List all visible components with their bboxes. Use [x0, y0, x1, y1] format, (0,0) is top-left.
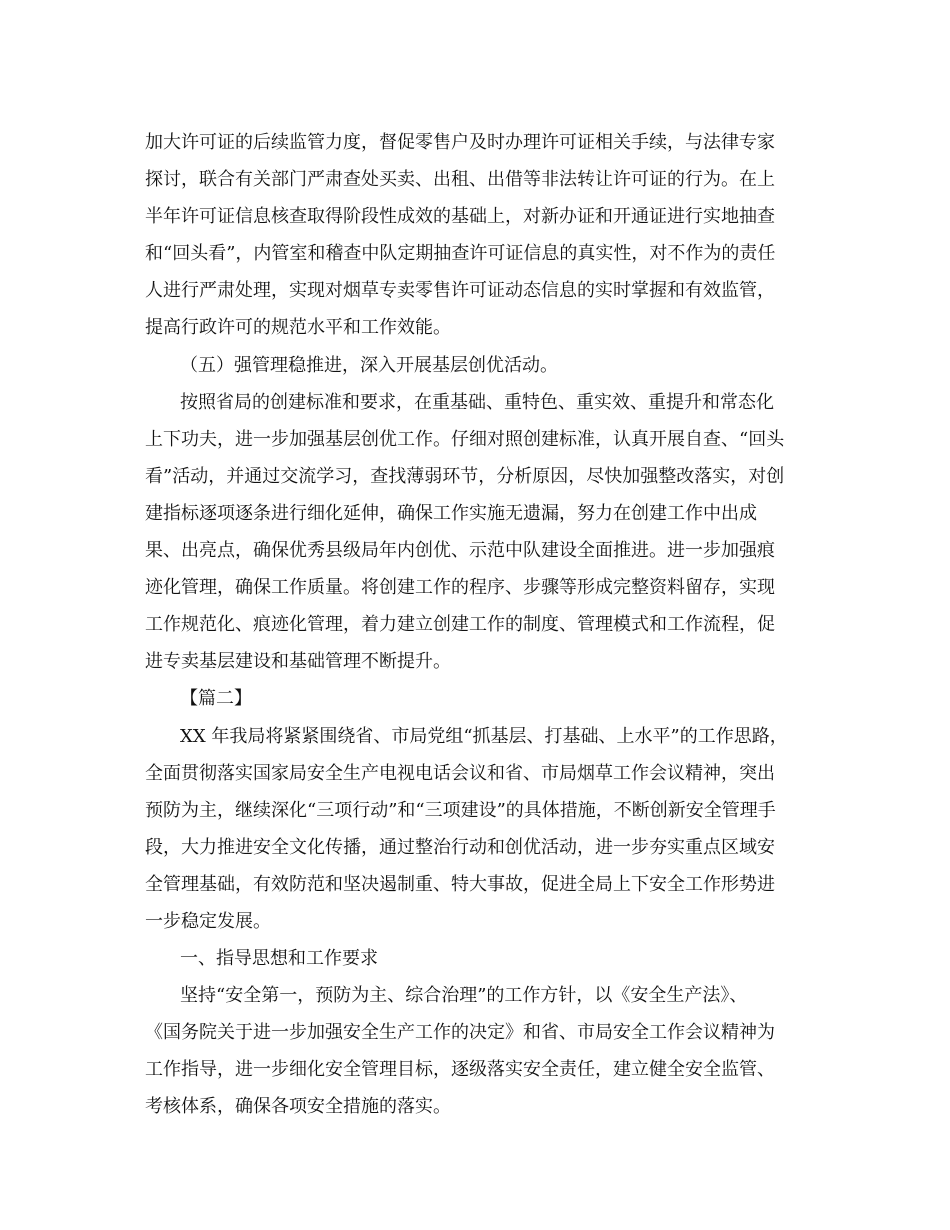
text-line: 按照省局的创建标准和要求，在重基础、重特色、重实效、重提升和常态化	[180, 391, 774, 413]
text-line: 迹化管理，确保工作质量。将创建工作的程序、步骤等形成完整资料留存，实现	[145, 577, 775, 599]
text-line: 建指标逐项逐条进行细化延伸，确保工作实施无遗漏，努力在创建工作中出成	[145, 502, 757, 524]
text-line: 全面贯彻落实国家局安全生产电视电话会议和省、市局烟草工作会议精神，突出	[145, 762, 775, 784]
chapter-heading: 【篇二】	[180, 688, 252, 710]
text-line: 上下功夫，进一步加强基层创优工作。仔细对照创建标准，认真开展自查、“回头	[145, 428, 785, 450]
section-heading: 一、指导思想和工作要求	[180, 948, 378, 970]
section-heading: （五）强管理稳推进，深入开展基层创优活动。	[180, 354, 558, 376]
text-line: 加大许可证的后续监管力度，督促零售户及时办理许可证相关手续，与法律专家	[145, 132, 775, 153]
text-line: 一步稳定发展。	[145, 910, 271, 932]
text-line: 果、出亮点，确保优秀县级局年内创优、示范中队建设全面推进。进一步加强痕	[145, 540, 775, 562]
text-line: XX 年我局将紧紧围绕省、市局党组“抓基层、打基础、上水平”的工作思路，	[180, 725, 788, 747]
text-line: 《国务院关于进一步加强安全生产工作的决定》和省、市局安全工作会议精神为	[145, 1022, 775, 1044]
text-line: 全管理基础，有效防范和坚决遏制重、特大事故，促进全局上下安全工作形势进	[145, 873, 775, 895]
text-line: 和“回头看”，内管室和稽查中队定期抽查许可证信息的真实性，对不作为的责任	[145, 243, 776, 265]
text-line: 考核体系，确保各项安全措施的落实。	[145, 1096, 451, 1118]
text-line: 看”活动，并通过交流学习，查找薄弱环节，分析原因，尽快加强整改落实，对创	[145, 465, 785, 487]
text-line: 预防为主，继续深化“三项行动”和“三项建设”的具体措施，不断创新安全管理手	[145, 799, 776, 821]
text-line: 人进行严肃处理，实现对烟草专卖零售许可证动态信息的实时掌握和有效监管，	[145, 280, 775, 302]
text-line: 进专卖基层建设和基础管理不断提升。	[145, 651, 451, 673]
text-line: 探讨，联合有关部门严肃查处买卖、出租、出借等非法转让许可证的行为。在上	[145, 169, 775, 191]
text-line: 坚持“安全第一，预防为主、综合治理”的工作方针，以《安全生产法》、	[180, 985, 748, 1007]
text-line: 段，大力推进安全文化传播，通过整治行动和创优活动，进一步夯实重点区域安	[145, 836, 775, 858]
text-line: 工作规范化、痕迹化管理，着力建立创建工作的制度、管理模式和工作流程，促	[145, 614, 775, 636]
text-line: 工作指导，进一步细化安全管理目标，逐级落实安全责任，建立健全安全监管、	[145, 1059, 775, 1081]
text-line: 半年许可证信息核查取得阶段性成效的基础上，对新办证和开通证进行实地抽查	[145, 206, 775, 228]
document-body	[145, 124, 807, 1126]
text-line: 提高行政许可的规范水平和工作效能。	[145, 317, 451, 339]
